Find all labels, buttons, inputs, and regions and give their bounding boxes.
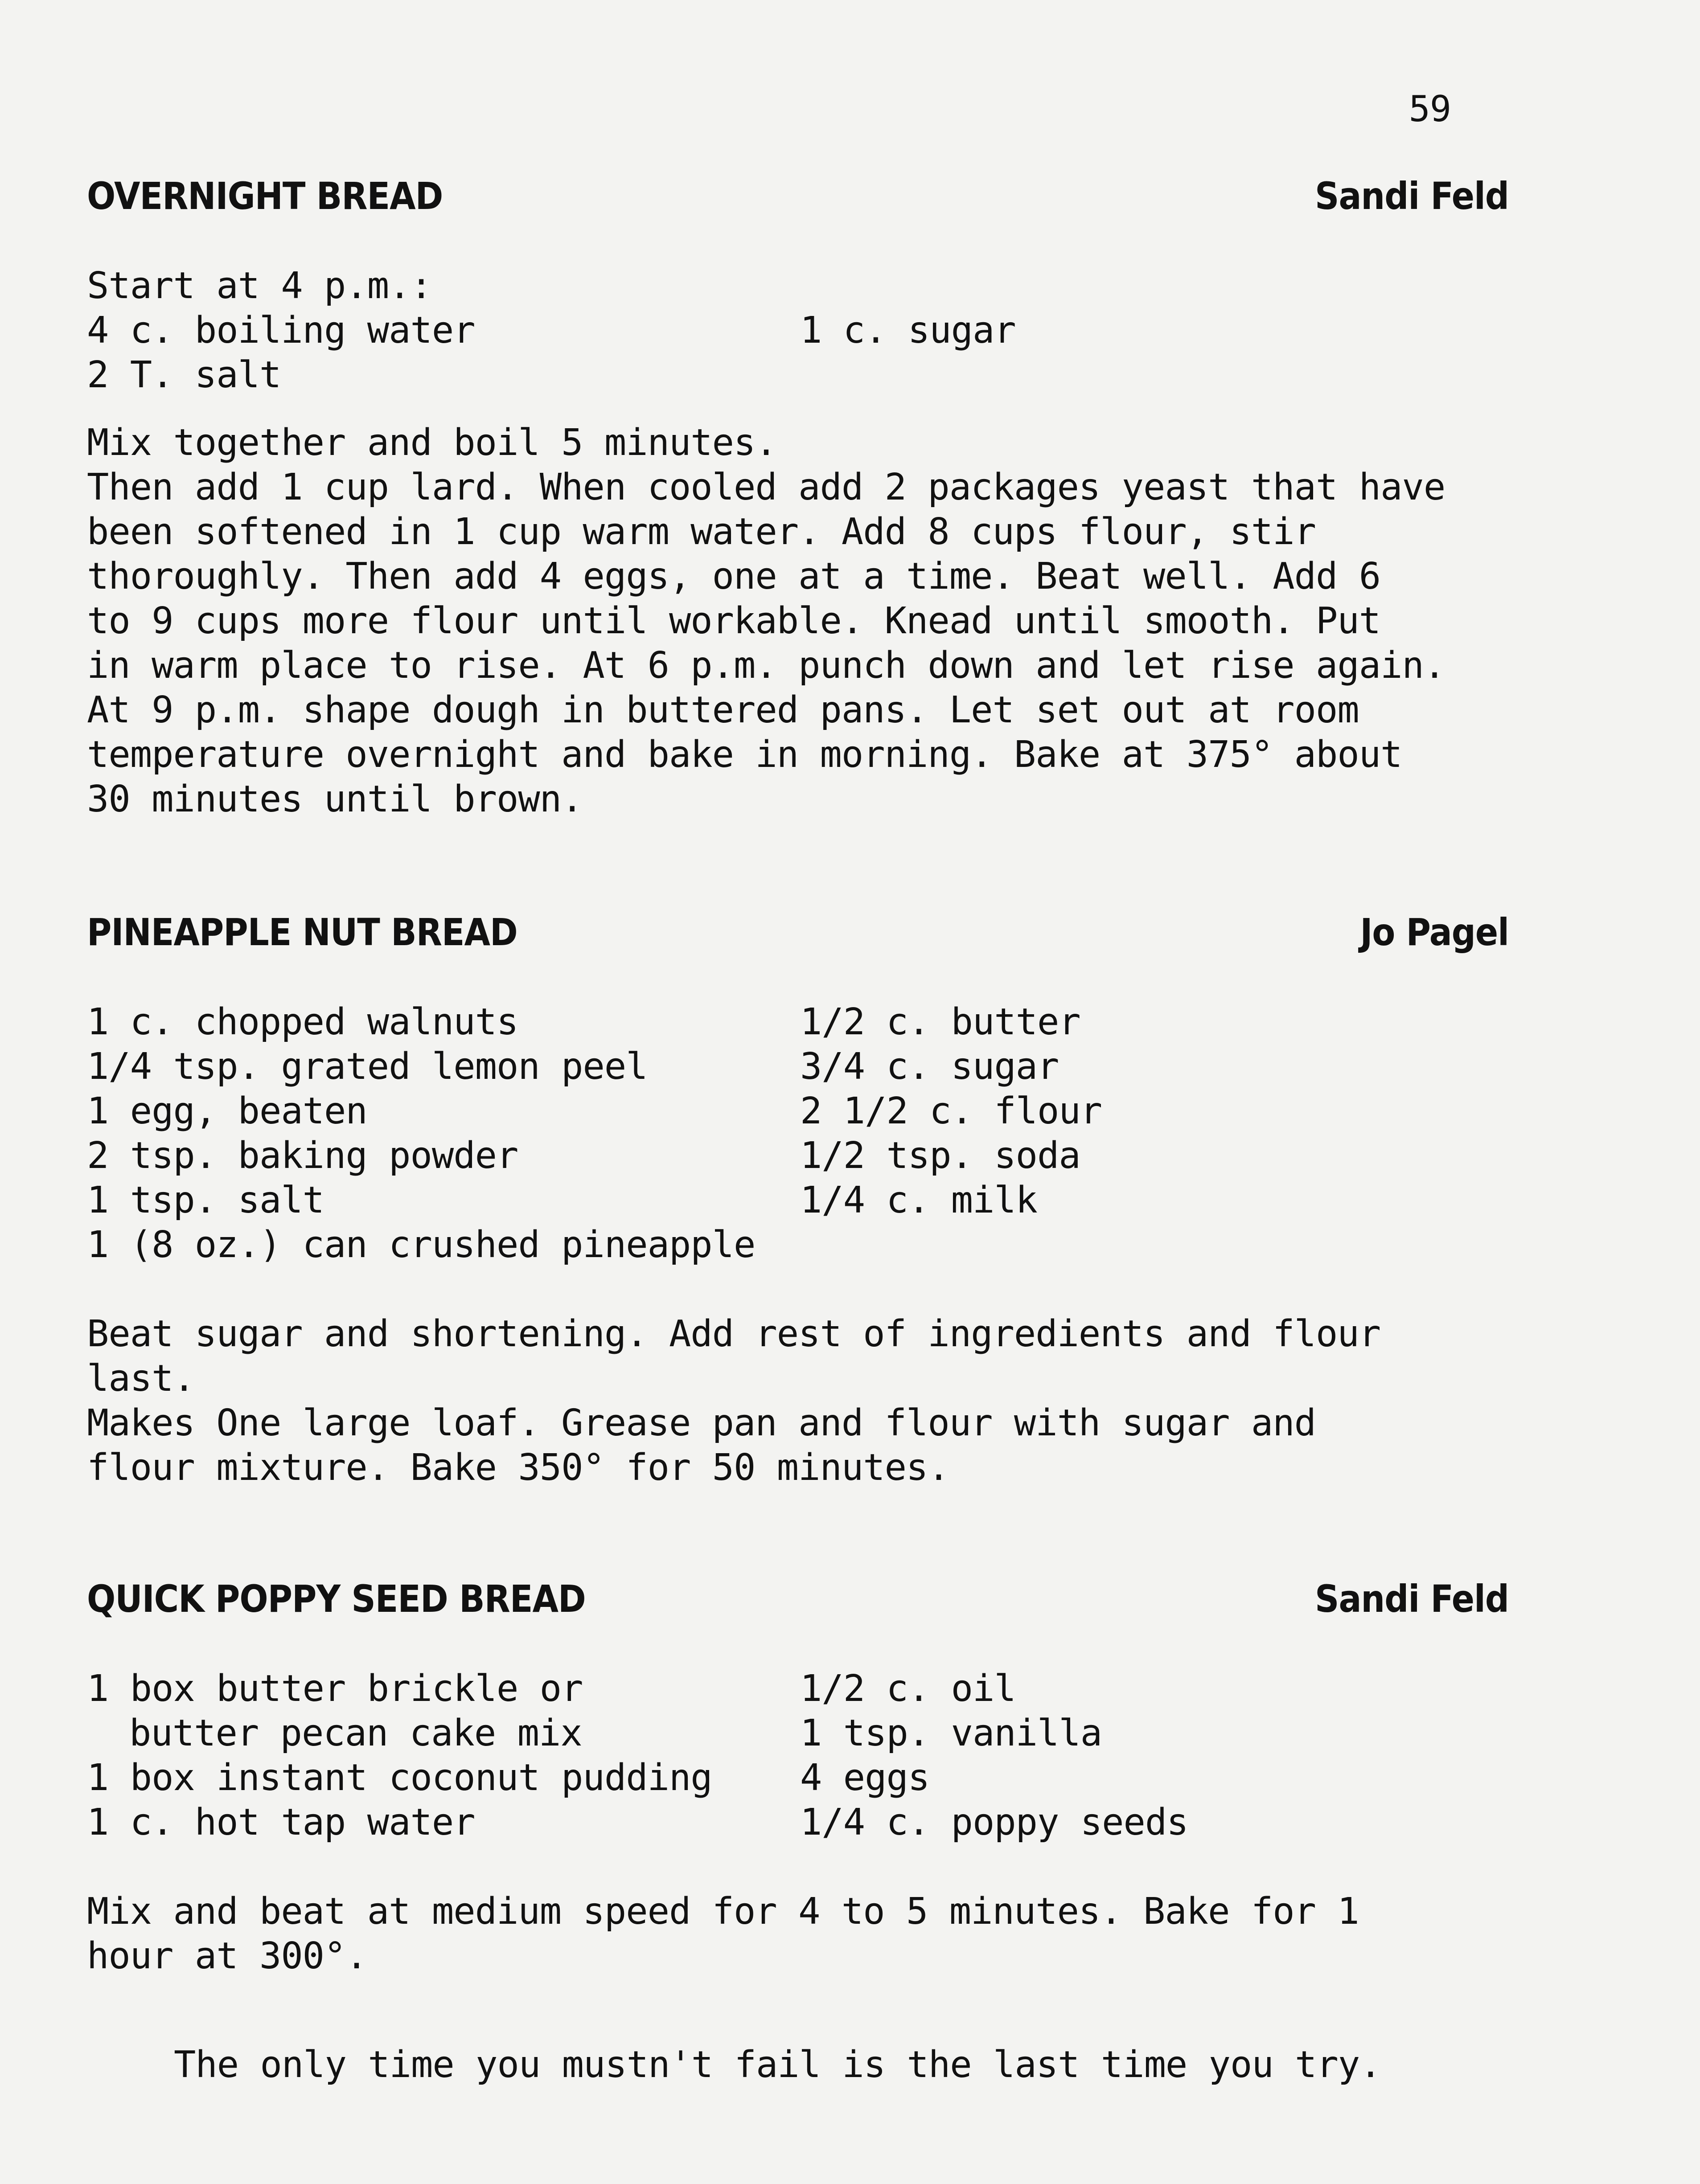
recipe-title: PINEAPPLE NUT BREAD — [87, 910, 517, 954]
ingredient-row — [87, 1045, 1509, 1089]
ingredient-row — [87, 1667, 1509, 1711]
ingredient-row — [87, 1711, 1509, 1756]
ingredient-right: 1/2 tsp. soda — [800, 1135, 1080, 1177]
ingredient-left: 4 c. boiling water — [87, 309, 475, 352]
ingredient-left: 1 box instant coconut pudding — [87, 1757, 712, 1799]
recipe-title: OVERNIGHT BREAD — [87, 174, 443, 218]
ingredient-right: 2 1/2 c. flour — [800, 1090, 1102, 1132]
ingredient-right: 1/2 c. oil — [800, 1668, 1016, 1710]
ingredient-left: 1 tsp. salt — [87, 1179, 324, 1221]
page-content — [87, 0, 1509, 2184]
ingredient-left: 1 box butter brickle or — [87, 1668, 583, 1710]
recipe-intro — [87, 264, 1509, 308]
ingredient-left: 1/4 tsp. grated lemon peel — [87, 1045, 648, 1088]
ingredient-right: 3/4 c. sugar — [800, 1045, 1059, 1088]
ingredient-right: 1/2 c. butter — [800, 1001, 1080, 1043]
ingredient-left: 1 (8 oz.) can crushed pineapple — [87, 1224, 756, 1266]
ingredient-row — [87, 353, 1509, 397]
direction-line: hour at 300°. — [87, 1935, 367, 1977]
direction-line: Mix and beat at medium speed for 4 to 5 minutes. Bake for 1 — [87, 1890, 1359, 1933]
ingredient-row — [87, 1223, 1509, 1267]
recipe-directions — [87, 421, 1509, 822]
direction-line: Beat sugar and shortening. Add rest of ingredients and flour — [87, 1313, 1381, 1355]
direction-line: to 9 cups more flour until workable. Knead until smooth. Put — [87, 600, 1381, 642]
direction-line: Mix together and boil 5 minutes. — [87, 422, 777, 464]
direction-line: Makes One large loaf. Grease pan and flour with sugar and — [87, 1402, 1316, 1444]
ingredient-row — [87, 1089, 1509, 1134]
ingredient-row — [87, 1800, 1509, 1845]
ingredient-left: 2 T. salt — [87, 354, 281, 396]
direction-line: thoroughly. Then add 4 eggs, one at a time. Beat well. Add 6 — [87, 555, 1381, 598]
ingredients-list — [87, 1000, 1509, 1267]
ingredient-left: 1 c. chopped walnuts — [87, 1001, 518, 1043]
recipe-title: QUICK POPPY SEED BREAD — [87, 1577, 586, 1621]
direction-line: in warm place to rise. At 6 p.m. punch down and let rise again. — [87, 644, 1445, 687]
ingredient-row — [87, 1000, 1509, 1045]
ingredient-left: 1 egg, beaten — [87, 1090, 367, 1132]
ingredient-right: 1/4 c. milk — [800, 1179, 1038, 1221]
direction-line: At 9 p.m. shape dough in buttered pans. Let set out at room — [87, 689, 1359, 731]
ingredient-row — [87, 1756, 1509, 1800]
direction-line: temperature overnight and bake in morning. Bake at 375° about — [87, 733, 1402, 776]
page-number: 59 — [1408, 88, 1451, 130]
ingredient-left: 2 tsp. baking powder — [87, 1135, 518, 1177]
ingredient-right: 4 eggs — [800, 1757, 930, 1799]
ingredient-right: 1 tsp. vanilla — [800, 1712, 1102, 1754]
direction-line: Then add 1 cup lard. When cooled add 2 packages yeast that have — [87, 466, 1445, 508]
recipe-author: Jo Pagel — [1360, 910, 1509, 954]
recipe-directions — [87, 1312, 1509, 1490]
ingredient-left: 1 c. hot tap water — [87, 1801, 475, 1844]
direction-line: been softened in 1 cup warm water. Add 8 cups flour, stir — [87, 511, 1316, 553]
ingredient-row — [87, 308, 1509, 353]
recipe-author: Sandi Feld — [1315, 1577, 1509, 1621]
ingredient-row — [87, 1178, 1509, 1223]
ingredients-list — [87, 308, 1509, 397]
ingredient-right: 1 c. sugar — [800, 309, 1016, 352]
intro-line: Start at 4 p.m.: — [87, 265, 432, 307]
ingredients-list — [87, 1667, 1509, 1845]
recipe-author: Sandi Feld — [1315, 174, 1509, 218]
direction-line: flour mixture. Bake 350° for 50 minutes. — [87, 1446, 949, 1489]
ingredient-right: 1/4 c. poppy seeds — [800, 1801, 1188, 1844]
ingredient-left: butter pecan cake mix — [129, 1712, 582, 1754]
closing-motto: The only time you mustn't fail is the last time you try. — [174, 2044, 1381, 2086]
direction-line: 30 minutes until brown. — [87, 778, 583, 820]
direction-line: last. — [87, 1357, 195, 1400]
recipe-directions — [87, 1889, 1509, 1979]
ingredient-row — [87, 1134, 1509, 1178]
